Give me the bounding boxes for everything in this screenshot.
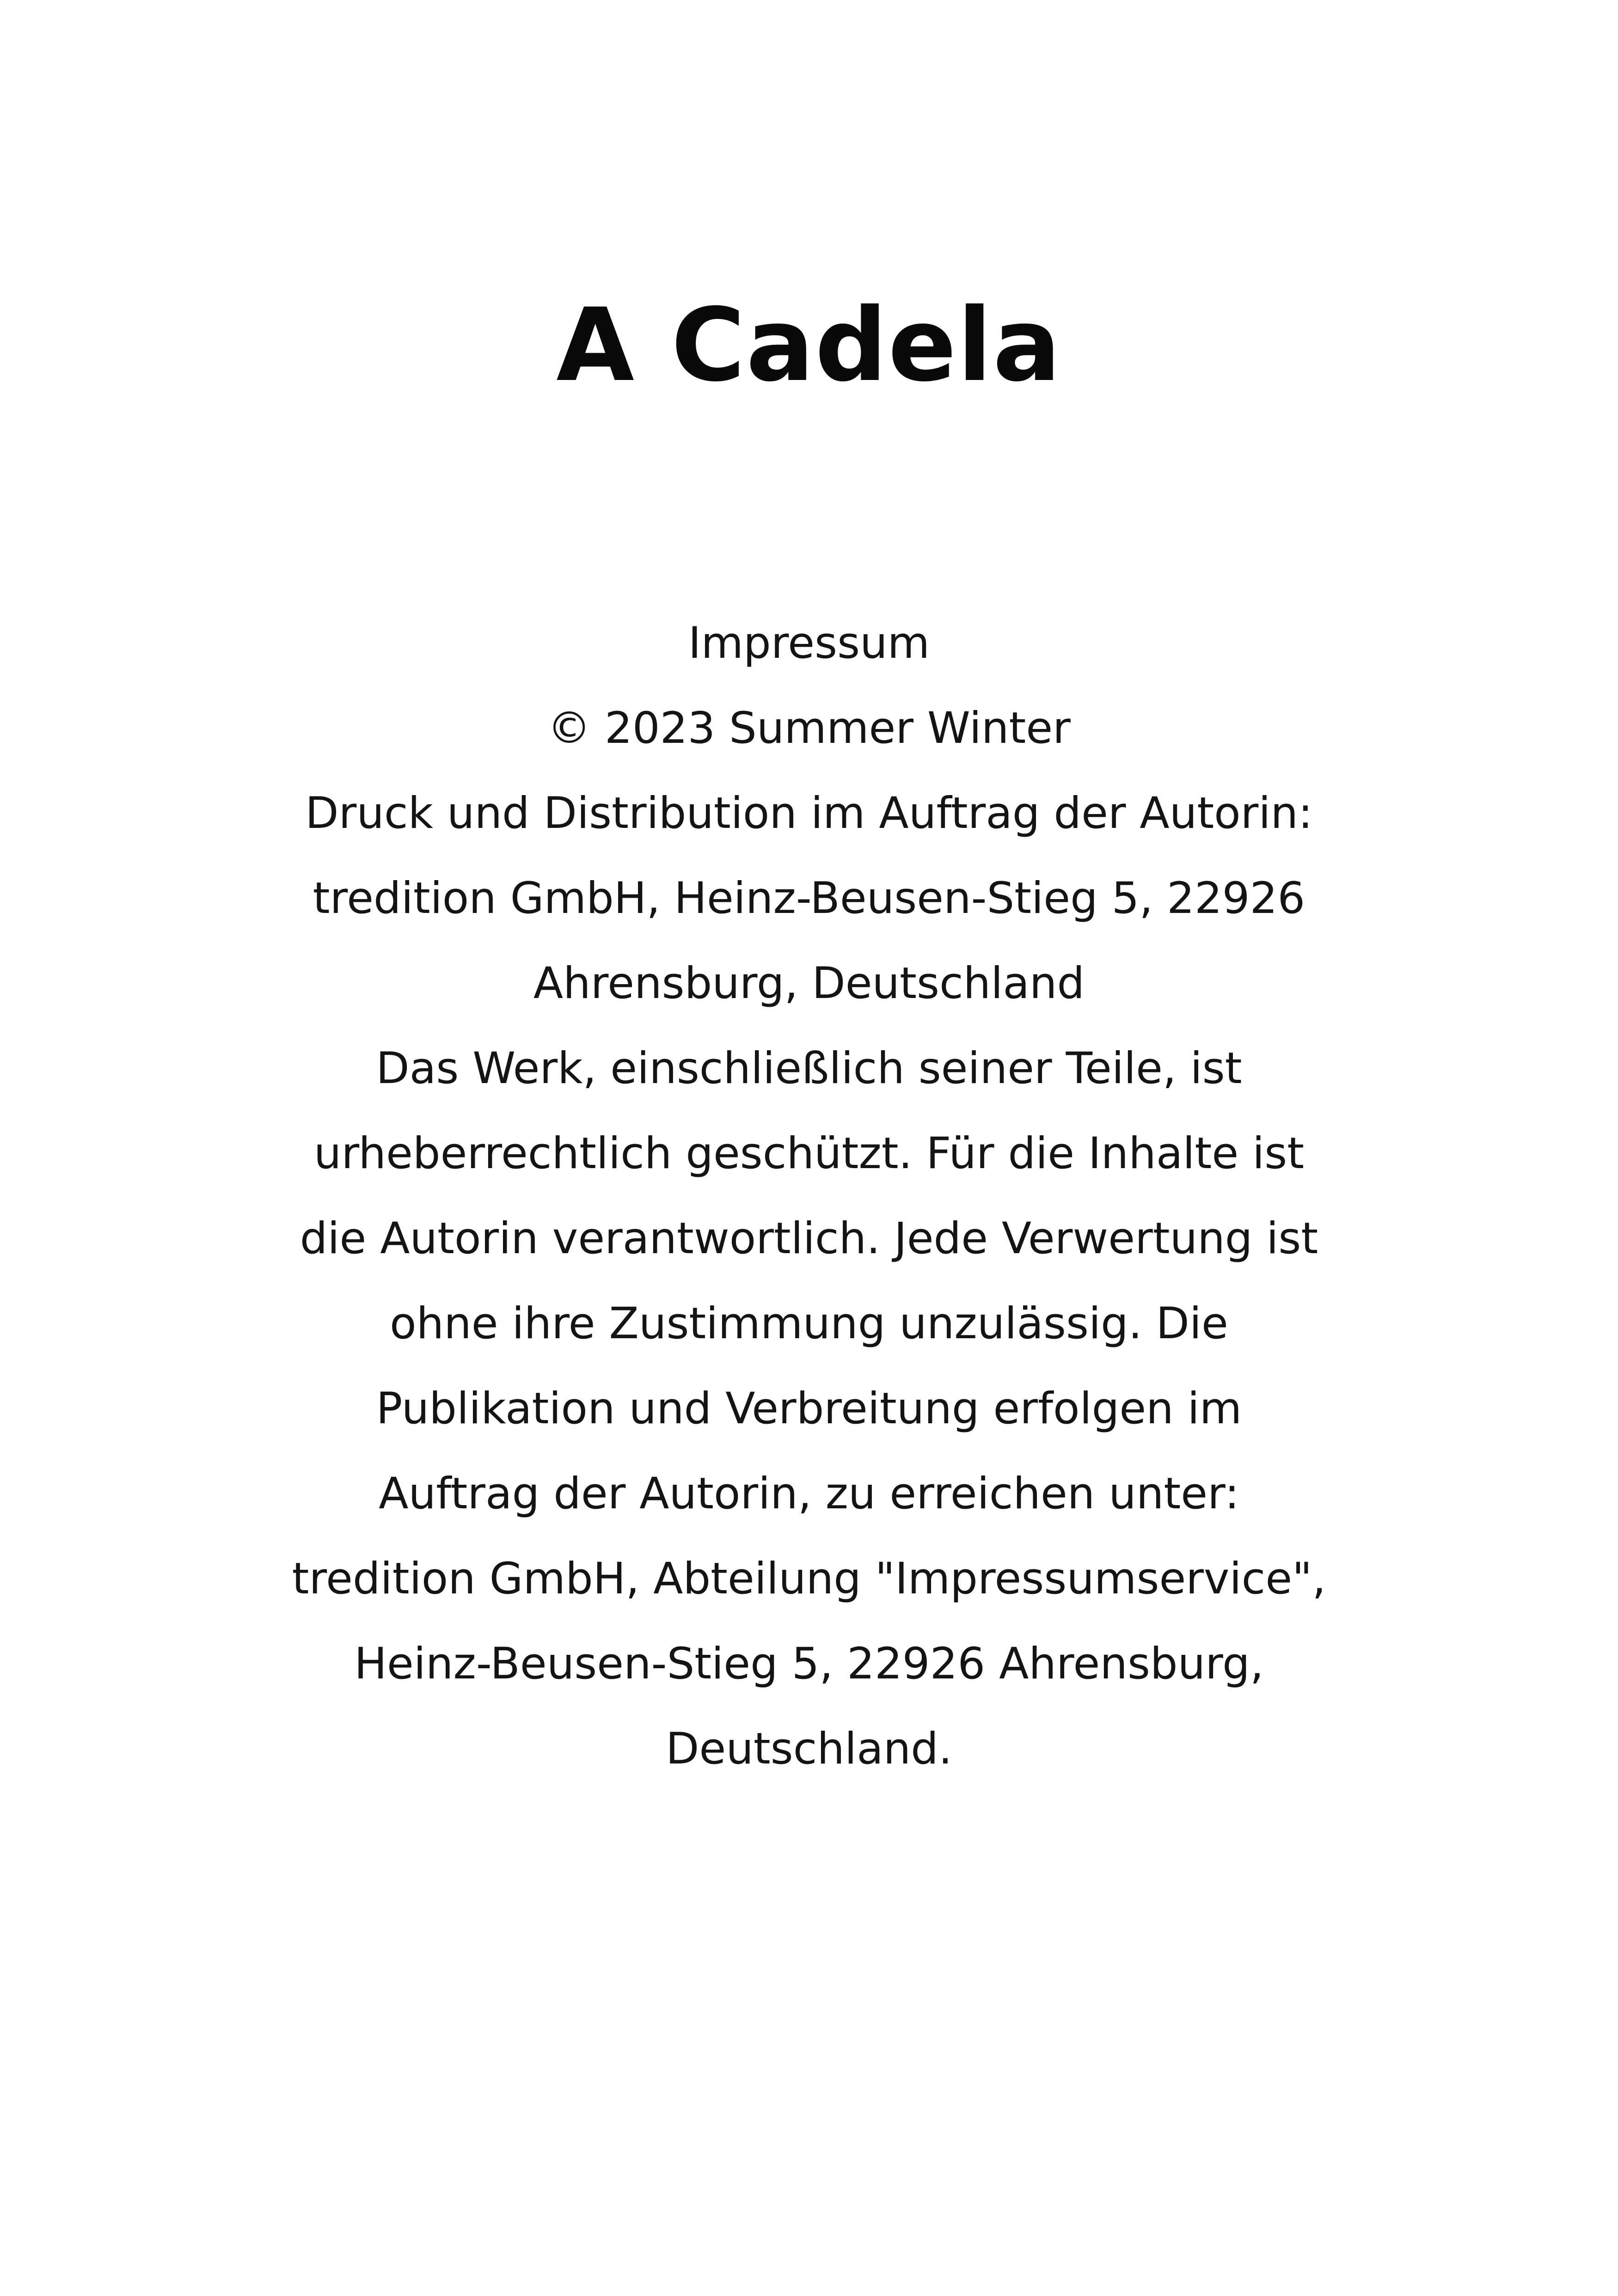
imprint-line: tredition GmbH, Abteilung "Impressumservice",	[292, 1554, 1326, 1604]
imprint-line: Auftrag der Autorin, zu erreichen unter:	[379, 1469, 1239, 1519]
imprint-heading: Impressum	[688, 618, 930, 668]
imprint-line: ohne ihre Zustimmung unzulässig. Die	[390, 1298, 1228, 1349]
imprint-line: Das Werk, einschließlich seiner Teile, ist	[376, 1043, 1242, 1094]
imprint-line: Druck und Distribution im Auftrag der Autorin:	[305, 788, 1313, 839]
imprint-line: Publikation und Verbreitung erfolgen im	[376, 1384, 1242, 1434]
imprint-line: Ahrensburg, Deutschland	[533, 958, 1085, 1009]
imprint-line: die Autorin verantwortlich. Jede Verwertung ist	[300, 1213, 1318, 1264]
copyright-line: © 2023 Summer Winter	[547, 703, 1071, 753]
imprint-block	[231, 601, 1387, 1792]
book-title: A Cadela	[556, 287, 1062, 404]
imprint-line: urheberrechtlich geschützt. Für die Inhalte ist	[313, 1128, 1305, 1179]
imprint-line: Deutschland.	[666, 1724, 952, 1774]
imprint-line: tredition GmbH, Heinz-Beusen-Stieg 5, 22926	[313, 873, 1305, 924]
imprint-line: Heinz-Beusen-Stieg 5, 22926 Ahrensburg,	[354, 1639, 1264, 1689]
